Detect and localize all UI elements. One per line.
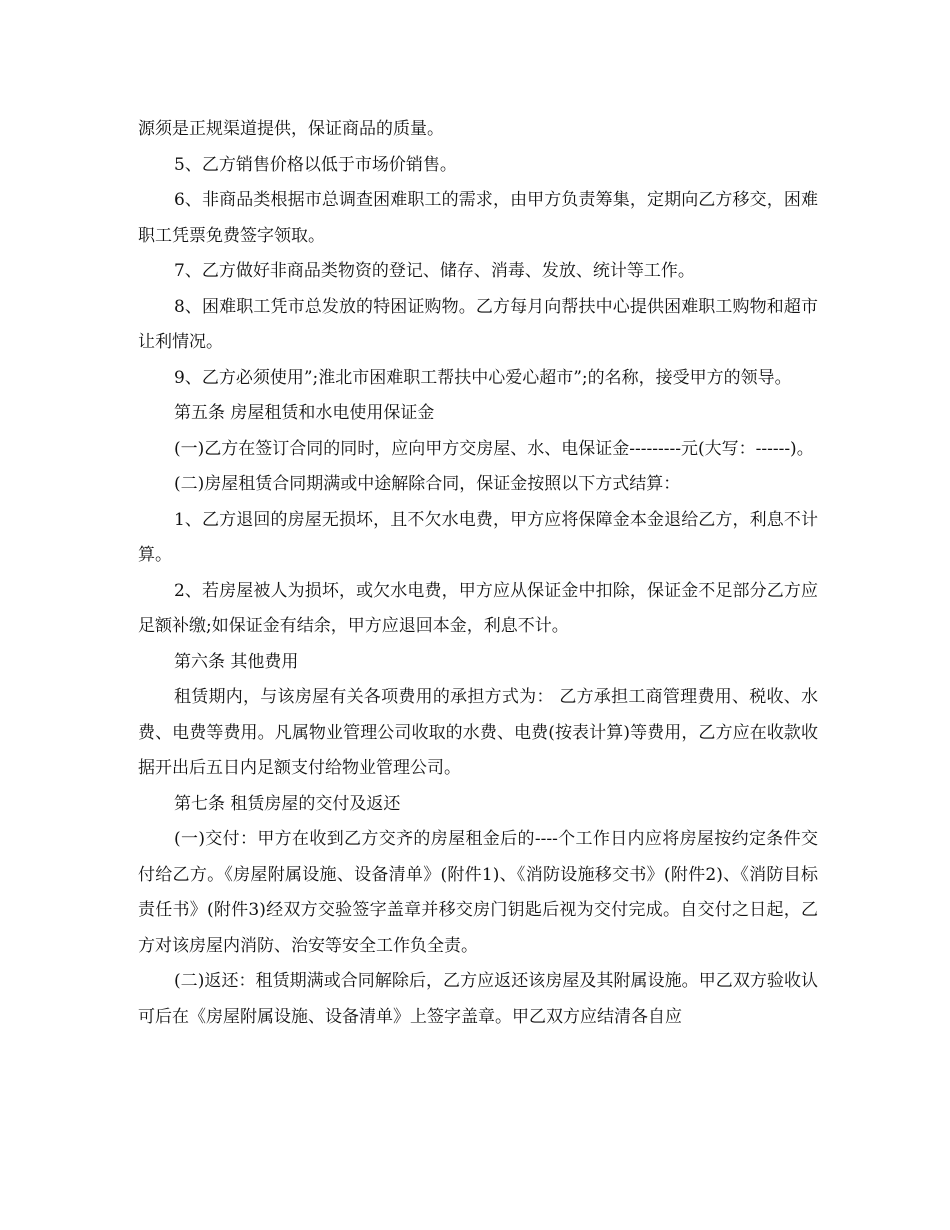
paragraph-item-6: 6、非商品类根据市总调查困难职工的需求，由甲方负责筹集，定期向乙方移交，困难职工凭票免费签字领取。 bbox=[138, 190, 818, 246]
section-heading-article-5: 第五条 房屋租赁和水电使用保证金 bbox=[174, 403, 435, 423]
paragraph-other-fees: 租赁期内，与该房屋有关各项费用的承担方式为： 乙方承担工商管理费用、税收、水费、电费等费用。凡属物业管理公司收取的水费、电费(按表计算)等费用，乙方应在收款收据开出后五日内足额支付给物业管理公司。 bbox=[138, 687, 818, 778]
section-heading-article-7: 第七条 租赁房屋的交付及返还 bbox=[174, 793, 401, 814]
paragraph-return: (二)返还：租赁期满或合同解除后，乙方应返还该房屋及其附属设施。甲乙双方验收认可后在《房屋附属设施、设备清单》上签字盖章。甲乙双方应结清各自应 bbox=[138, 971, 818, 1027]
paragraph-deposit-settlement: (二)房屋租赁合同期满或中途解除合同，保证金按照以下方式结算： bbox=[174, 474, 681, 494]
document-body bbox=[138, 112, 818, 1035]
paragraph-deposit-amount: (一)乙方在签订合同的同时，应向甲方交房屋、水、电保证金---------元(大写：------)。 bbox=[174, 438, 814, 459]
section-heading-article-6: 第六条 其他费用 bbox=[174, 651, 299, 672]
paragraph-item-7: 7、乙方做好非商品类物资的登记、储存、消毒、发放、统计等工作。 bbox=[174, 261, 695, 281]
paragraph-item-9: 9、乙方必须使用”;淮北市困难职工帮扶中心爱心超市”;的名称，接受甲方的领导。 bbox=[174, 367, 792, 388]
paragraph-continuation: 源须是正规渠道提供，保证商品的质量。 bbox=[138, 119, 444, 139]
paragraph-item-5: 5、乙方销售价格以低于市场价销售。 bbox=[174, 154, 457, 175]
paragraph-settlement-1: 1、乙方退回的房屋无损坏，且不欠水电费，甲方应将保障金本金退给乙方，利息不计算。 bbox=[138, 509, 818, 565]
paragraph-item-8: 8、困难职工凭市总发放的特困证购物。乙方每月向帮扶中心提供困难职工购物和超市让利情况。 bbox=[138, 296, 818, 352]
paragraph-settlement-2: 2、若房屋被人为损坏，或欠水电费，甲方应从保证金中扣除，保证金不足部分乙方应足额补缴;如保证金有结余，甲方应退回本金，利息不计。 bbox=[138, 580, 818, 636]
paragraph-delivery: (一)交付：甲方在收到乙方交齐的房屋租金后的----个工作日内应将房屋按约定条件交付给乙方。《房屋附属设施、设备清单》(附件1)、《消防设施移交书》(附件2)、《消防目标责任书》(附件3)经双方交验签字盖章并移交房门钥匙后视为交付完成。自交付之日起，乙方对该房屋内消防、治安等安全工作负全责。 bbox=[138, 829, 818, 956]
